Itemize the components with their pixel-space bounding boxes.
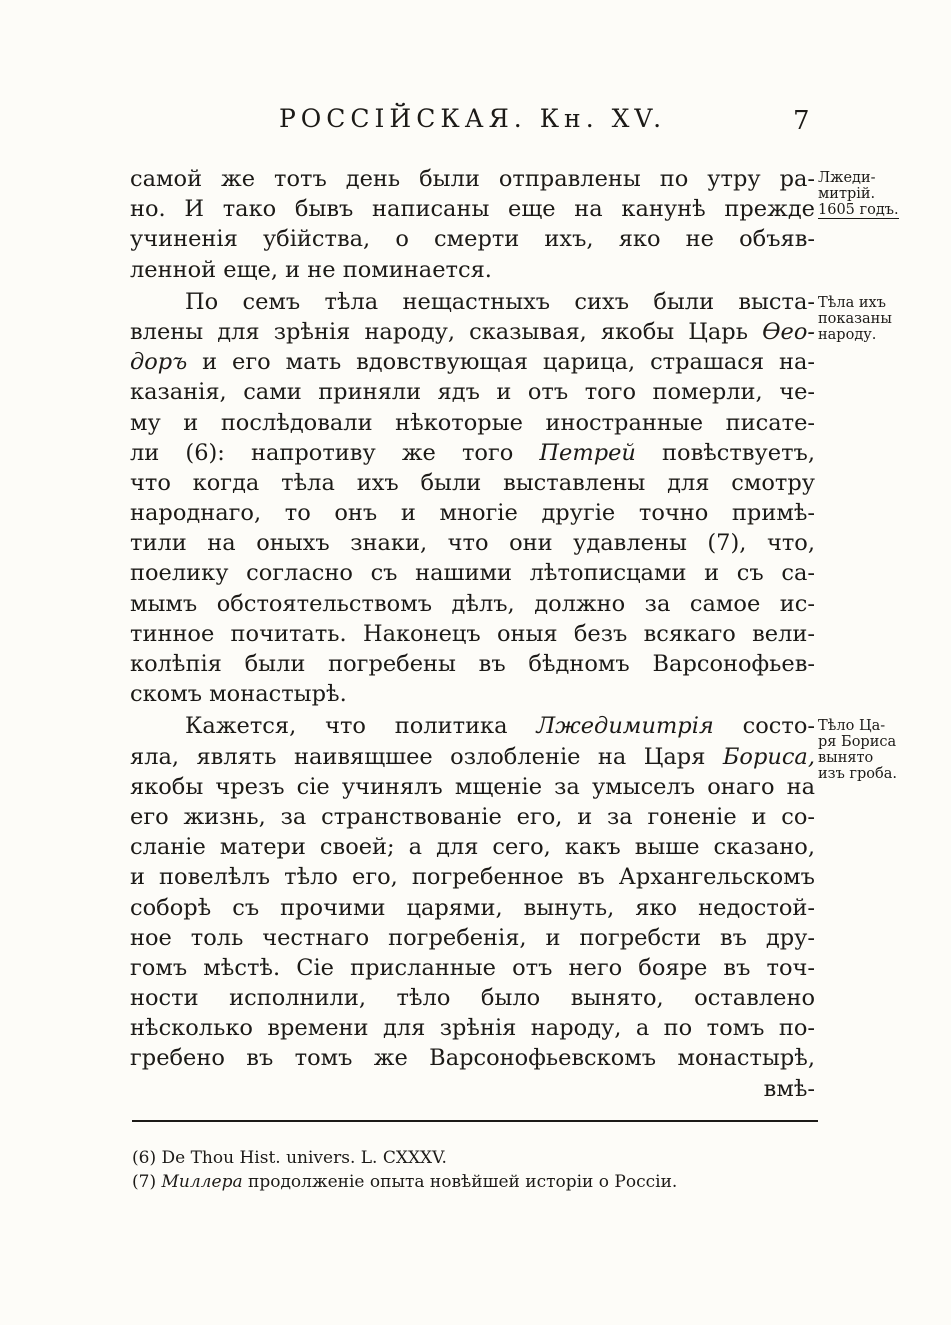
italic-author: Петрей: [539, 439, 636, 466]
margin-note-1: [818, 170, 928, 219]
text-line: колѣпія были погребены въ бѣдномъ Варсонофьев-: [130, 651, 815, 677]
margin-note-line: Лжеди-: [818, 170, 876, 186]
margin-note-line: ря Бориса: [818, 734, 897, 750]
text-line: ленной еще, и не поминается.: [130, 256, 492, 283]
italic-name: доръ: [130, 349, 188, 376]
margin-note-line: изъ гроба.: [818, 766, 897, 782]
text-line: му и послѣдовали нѣкоторые иностранные писате-: [130, 409, 815, 436]
footnote-7: [132, 1170, 818, 1194]
text-line: учиненія убійства, о смерти ихъ, яко не объяв-: [130, 226, 815, 253]
margin-note-line: Тѣла ихъ: [818, 295, 886, 311]
text-fragment: и его мать вдовствующая царица, страшася на-: [202, 349, 815, 376]
text-fragment: состо-: [742, 713, 815, 740]
paragraph-2: [130, 287, 815, 710]
text-fragment: яла, являть наивящшее озлобленіе на Царя: [130, 743, 706, 770]
margin-note-2: [818, 295, 928, 343]
text-line: соборѣ съ прочими царями, вынуть, яко недостой-: [130, 894, 815, 921]
text-line: [130, 347, 815, 377]
text-line: его жизнь, за странствованіе его, и за гоненіе и со-: [130, 803, 815, 830]
text-line: [130, 711, 815, 741]
text-fragment: влены для зрѣнія народу, сказывая, якобы Царь: [130, 318, 748, 345]
italic-name: Лжедимитрія: [536, 713, 714, 740]
paragraph-3: [130, 711, 815, 1103]
text-line: [130, 317, 815, 347]
footnote-6: [132, 1146, 818, 1170]
page-number: 7: [793, 106, 810, 136]
text-fragment: ли (6): напротиву же того: [130, 439, 514, 466]
text-line: скомъ монастырѣ.: [130, 681, 347, 708]
running-title: РОССІЙСКАЯ. Кн. XV.: [278, 104, 667, 133]
text-line: ности исполнили, тѣло было вынято, оставлено: [130, 985, 815, 1012]
margin-note-line: вынято: [818, 750, 874, 766]
text-line: самой же тотъ день были отправлены по утру ра-: [130, 166, 815, 192]
margin-note-line: Тѣло Ца-: [818, 718, 886, 734]
text-line: казанія, сами приняли ядъ и отъ того померли, че-: [130, 379, 815, 406]
footnotes: [132, 1146, 818, 1194]
text-line: мымъ обстоятельствомъ дѣлъ, должно за самое ис-: [130, 590, 815, 617]
text-line: народнаго, то онъ и многіе другіе точно примѣ-: [130, 500, 815, 527]
text-line: гомъ мѣстѣ. Сіе присланные отъ него бояре въ точ-: [130, 954, 815, 981]
text-fragment: Кажется, что политика: [185, 713, 508, 740]
margin-note-line: митрій.: [818, 186, 876, 202]
text-line: сланіе матери своей; а для сего, какъ выше сказано,: [130, 834, 815, 861]
footnote-mark: (6): [132, 1148, 157, 1168]
text-line: что когда тѣла ихъ были выставлены для смотру: [130, 469, 815, 496]
footnote-text: продолженіе опыта новѣйшей исторіи о Россіи.: [248, 1172, 678, 1192]
text-line: [130, 438, 815, 468]
text-line: тили на оныхъ знаки, что они удавлены (7), что,: [130, 530, 815, 557]
margin-note-3: [818, 718, 928, 782]
margin-note-line: народу.: [818, 327, 877, 343]
text-line: нѣсколько времени для зрѣнія народу, а по томъ по-: [130, 1015, 815, 1042]
italic-name: Өео-: [762, 318, 815, 345]
italic-name: Бориса,: [722, 743, 816, 770]
text-line: ное толь честнаго погребенія, и погребсти въ дру-: [130, 924, 815, 951]
footnote-text: De Thou Hist. univers. L. CXXXV.: [161, 1148, 447, 1168]
text-line: и повелѣлъ тѣло его, погребенное въ Архангельскомъ: [130, 864, 815, 891]
main-text: [130, 164, 815, 1106]
footnote-mark: (7): [132, 1172, 157, 1192]
margin-note-line: показаны: [818, 311, 892, 327]
text-fragment: повѣствуетъ,: [662, 439, 815, 466]
text-line: но. И тако бывъ написаны еще на канунѣ прежде: [130, 196, 815, 223]
text-line: По семъ тѣла нещастныхъ сихъ были выста-: [185, 288, 815, 315]
text-line: [130, 742, 815, 772]
catchword: вмѣ-: [763, 1075, 815, 1102]
text-line: якобы чрезъ сіе учинялъ мщеніе за умыселъ онаго на: [130, 773, 815, 800]
margin-note-line: 1605 годъ.: [818, 202, 899, 218]
footnote-author: Миллера: [161, 1172, 243, 1192]
text-line: поелику согласно съ нашими лѣтописцами и съ са-: [130, 560, 815, 587]
text-line: тинное почитать. Наконецъ оныя безъ всякаго вели-: [130, 620, 815, 647]
text-line: гребено въ томъ же Варсонофьевскомъ монастырѣ,: [130, 1045, 815, 1072]
paragraph-1: [130, 164, 815, 285]
footnote-divider: [132, 1120, 818, 1122]
